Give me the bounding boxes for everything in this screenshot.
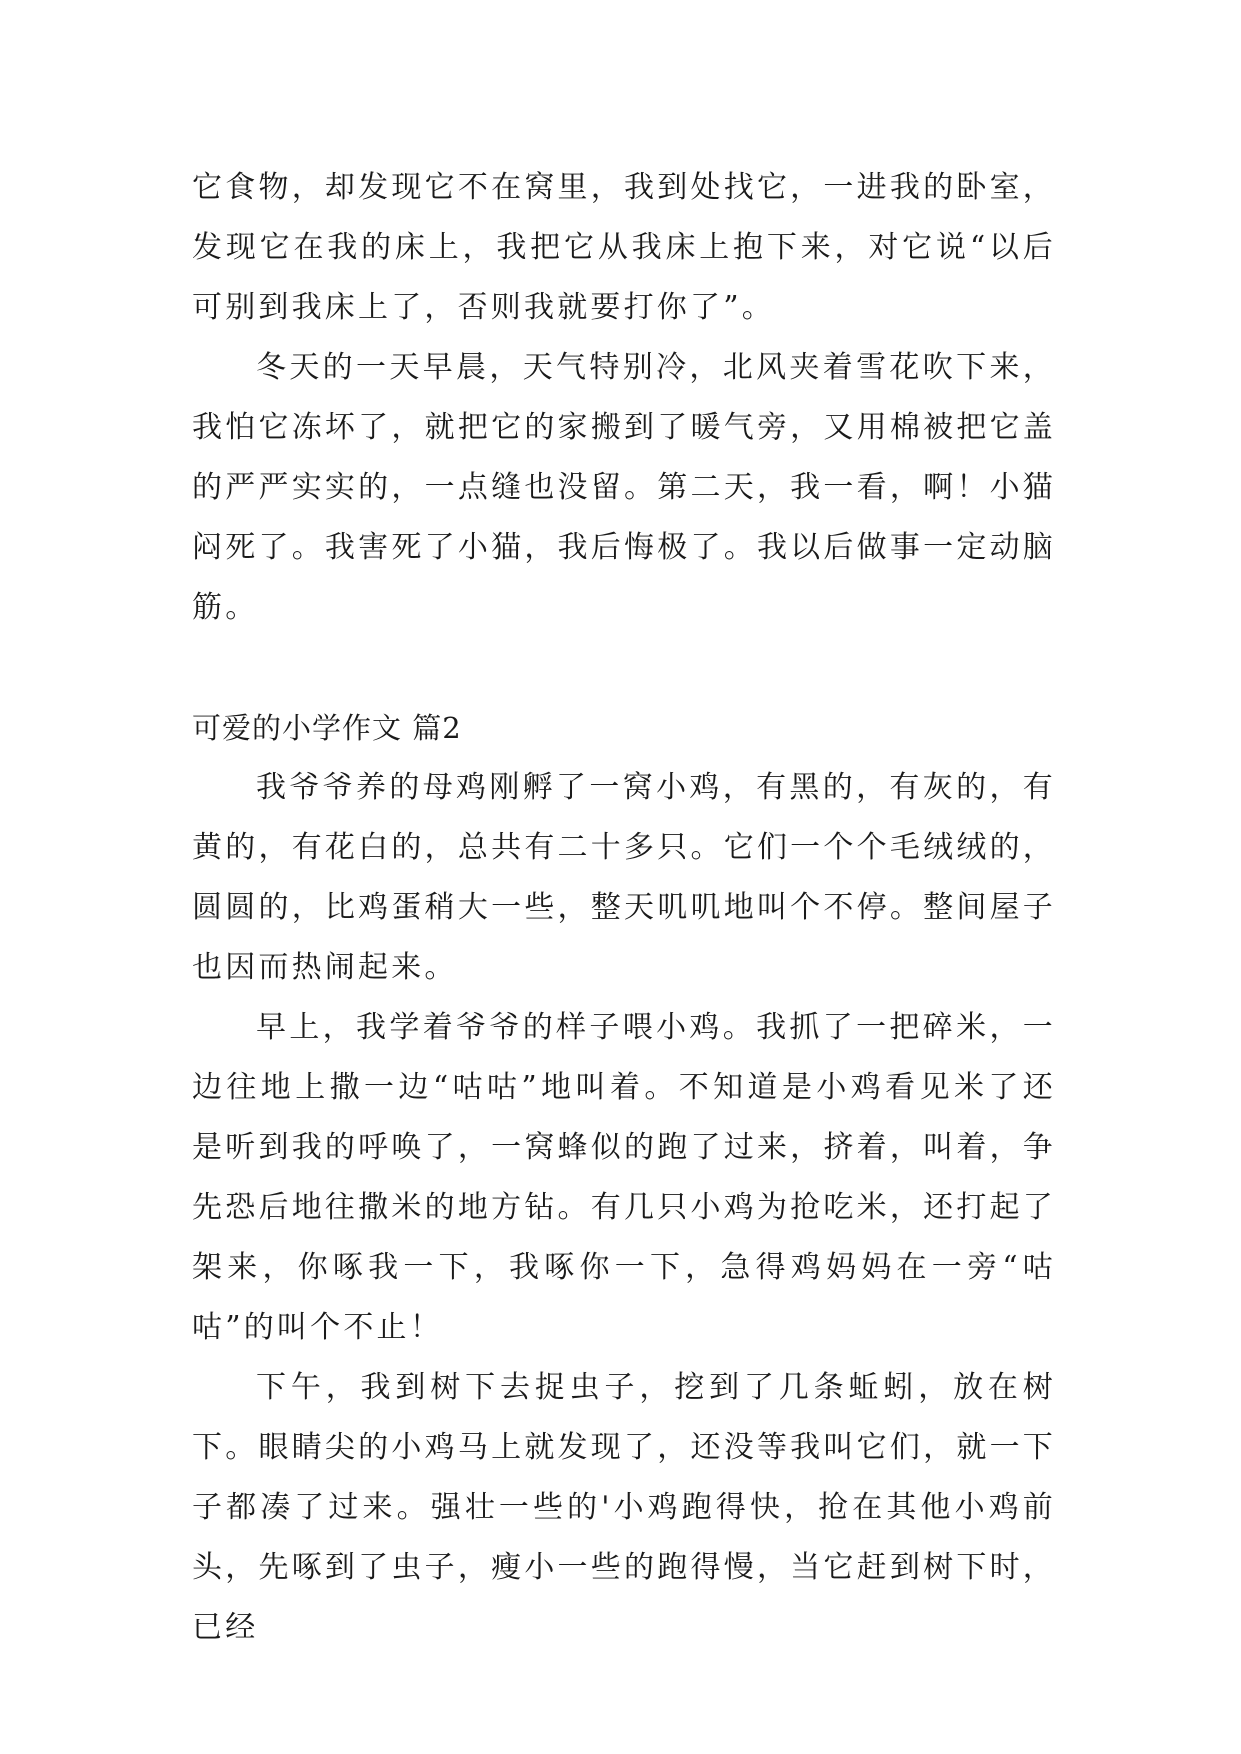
- paragraph-winter-morning: 冬天的一天早晨，天气特别冷，北风夹着雪花吹下来，我怕它冻坏了，就把它的家搬到了暖气旁，又用棉被把它盖的严严实实的，一点缝也没留。第二天，我一看，啊！小猫闷死了。我害死了小猫，我后悔极了。我以后做事一定动脑筋。: [192, 350, 1056, 625]
- paragraph-afternoon-worms: 下午，我到树下去捉虫子，挖到了几条蚯蚓，放在树下。眼睛尖的小鸡马上就发现了，还没等我叫它们，就一下子都凑了过来。强壮一些的'小鸡跑得快，抢在其他小鸡前头，先啄到了虫子，瘦小一些的跑得慢，当它赶到树下时，已经: [192, 1370, 1056, 1645]
- paragraph-morning-feeding: 早上，我学着爷爷的样子喂小鸡。我抓了一把碎米，一边往地上撒一边“咕咕”地叫着。不知道是小鸡看见米了还是听到我的呼唤了，一窝蜂似的跑了过来，挤着，叫着，争先恐后地往撒米的地方钻。有几只小鸡为抢吃米，还打起了架来，你啄我一下，我啄你一下，急得鸡妈妈在一旁“咕咕”的叫个不止！: [192, 1010, 1056, 1345]
- paragraph-continued: 它食物，却发现它不在窝里，我到处找它，一进我的卧室，发现它在我的床上，我把它从我床上抱下来，对它说“以后可别到我床上了，否则我就要打你了”。: [192, 170, 1056, 325]
- paragraph-chicks-intro: 我爷爷养的母鸡刚孵了一窝小鸡，有黑的，有灰的，有黄的，有花白的，总共有二十多只。它们一个个毛绒绒的，圆圆的，比鸡蛋稍大一些，整天叽叽地叫个不停。整间屋子也因而热闹起来。: [192, 770, 1056, 985]
- section-spacer: [192, 638, 1056, 698]
- essay-heading: 可爱的小学作文 篇2: [192, 711, 462, 745]
- document-page: [192, 158, 1056, 1658]
